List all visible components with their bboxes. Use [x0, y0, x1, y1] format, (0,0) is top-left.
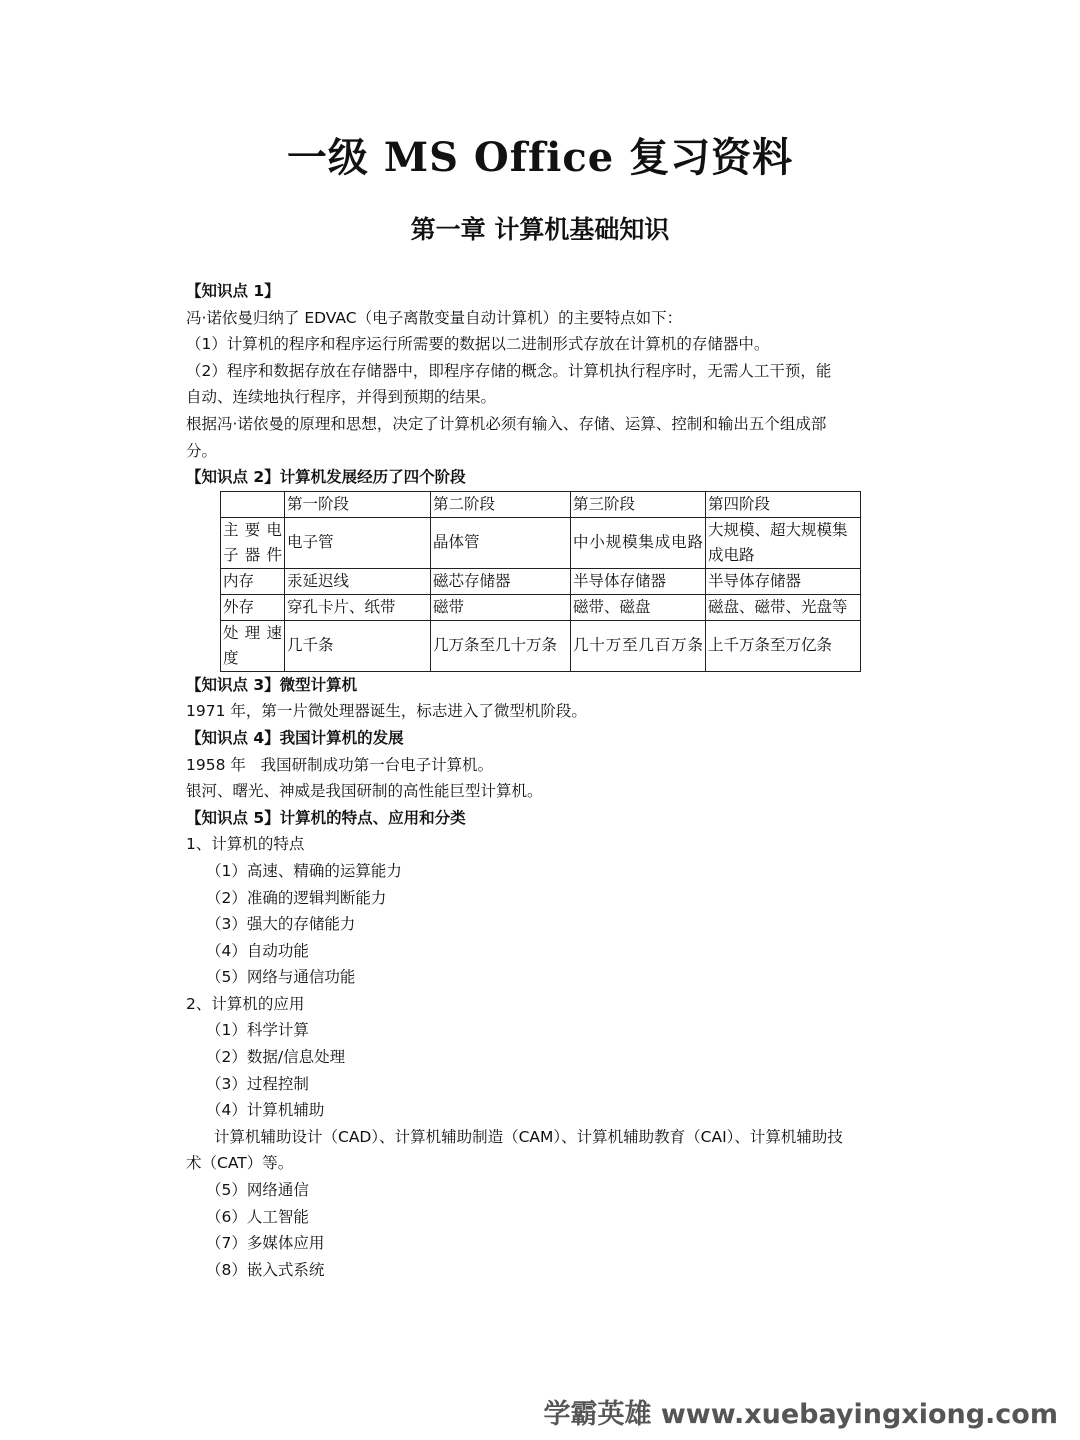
- table-header-cell: 第二阶段: [431, 491, 571, 517]
- table-row-label: 内存: [221, 568, 285, 594]
- table-row: [221, 517, 861, 568]
- kp1-summary-line2: 分。: [186, 441, 218, 460]
- table-cell: 磁芯存储器: [431, 568, 571, 594]
- kp2-heading: 【知识点 2】计算机发展经历了四个阶段: [186, 468, 466, 487]
- table-cell: 电子管: [285, 517, 431, 568]
- site-watermark: 学霸英雄 www.xuebayingxiong.com: [543, 1399, 1058, 1430]
- kp3-heading: 【知识点 3】微型计算机: [186, 675, 358, 694]
- document-body: [186, 278, 898, 1283]
- list-item: （1）高速、精确的运算能力: [206, 861, 402, 880]
- list-item: （3）过程控制: [206, 1074, 309, 1093]
- apps-title: 2、计算机的应用: [186, 994, 305, 1013]
- stages-table: [220, 491, 861, 672]
- list-item: （6）人工智能: [206, 1207, 309, 1226]
- kp3-text: 1971 年，第一片微处理器诞生，标志进入了微型机阶段。: [186, 702, 587, 721]
- page-title: 一级 MS Office 复习资料: [286, 134, 794, 181]
- kp1-intro: 冯·诺依曼归纳了 EDVAC（电子离散变量自动计算机）的主要特点如下：: [186, 308, 683, 327]
- table-row: [221, 594, 861, 620]
- kp1-point2-line2: 自动、连续地执行程序，并得到预期的结果。: [186, 388, 497, 407]
- table-row-label: 外存: [221, 594, 285, 620]
- table-cell: 大规模、超大规模集成电路: [706, 517, 861, 568]
- list-item: （2）数据/信息处理: [206, 1048, 346, 1067]
- list-item: （4）自动功能: [206, 941, 309, 960]
- table-cell: 半导体存储器: [571, 568, 706, 594]
- table-cell: 穿孔卡片、纸带: [285, 594, 431, 620]
- list-item: （2）准确的逻辑判断能力: [206, 888, 387, 907]
- table-row-label: 处理速度: [221, 620, 285, 671]
- table-cell: 中小规模集成电路: [571, 517, 706, 568]
- table-cell: 上千万条至万亿条: [706, 620, 861, 671]
- kp1-point1: （1）计算机的程序和程序运行所需要的数据以二进制形式存放在计算机的存储器中。: [186, 335, 770, 354]
- kp4-line2: 银河、曙光、神威是我国研制的高性能巨型计算机。: [186, 782, 543, 801]
- kp4-line1: 1958 年 我国研制成功第一台电子计算机。: [186, 755, 494, 774]
- list-item: （5）网络与通信功能: [206, 968, 356, 987]
- kp1-heading: 【知识点 1】: [186, 282, 280, 300]
- kp1-summary-line1: 根据冯·诺依曼的原理和思想，决定了计算机必须有输入、存储、运算、控制和输出五个组成部: [186, 414, 827, 433]
- chapter-title: 第一章 计算机基础知识: [410, 215, 670, 244]
- table-header-cell: 第一阶段: [285, 491, 431, 517]
- list-item: （4）计算机辅助: [206, 1101, 325, 1120]
- table-cell: 汞延迟线: [285, 568, 431, 594]
- table-cell: 几十万至几百万条: [571, 620, 706, 671]
- table-cell: 几万条至几十万条: [431, 620, 571, 671]
- table-row-label: 主要电子器件: [221, 517, 285, 568]
- kp4-heading: 【知识点 4】我国计算机的发展: [186, 728, 404, 747]
- list-item: （3）强大的存储能力: [206, 915, 356, 934]
- table-cell: 磁带、磁盘: [571, 594, 706, 620]
- list-item: （7）多媒体应用: [206, 1234, 325, 1253]
- table-header-cell: 第四阶段: [706, 491, 861, 517]
- cad-line2: 术（CAT）等。: [186, 1154, 294, 1173]
- list-item: （8）嵌入式系统: [206, 1260, 325, 1279]
- table-cell: 几千条: [285, 620, 431, 671]
- table-header-row: [221, 491, 861, 517]
- list-item: （1）科学计算: [206, 1021, 309, 1040]
- table-cell: 磁带: [431, 594, 571, 620]
- table-row: [221, 620, 861, 671]
- table-cell: 磁盘、磁带、光盘等: [706, 594, 861, 620]
- table-cell: 晶体管: [431, 517, 571, 568]
- table-header-cell: [221, 491, 285, 517]
- features-title: 1、计算机的特点: [186, 835, 305, 854]
- table-cell: 半导体存储器: [706, 568, 861, 594]
- kp1-point2-line1: （2）程序和数据存放在存储器中，即程序存储的概念。计算机执行程序时，无需人工干预，能: [186, 361, 832, 380]
- cad-line1: 计算机辅助设计（CAD）、计算机辅助制造（CAM）、计算机辅助教育（CAI）、计算机辅助技: [214, 1127, 843, 1146]
- table-row: [221, 568, 861, 594]
- kp5-heading: 【知识点 5】计算机的特点、应用和分类: [186, 808, 466, 827]
- table-header-cell: 第三阶段: [571, 491, 706, 517]
- list-item: （5）网络通信: [206, 1181, 309, 1200]
